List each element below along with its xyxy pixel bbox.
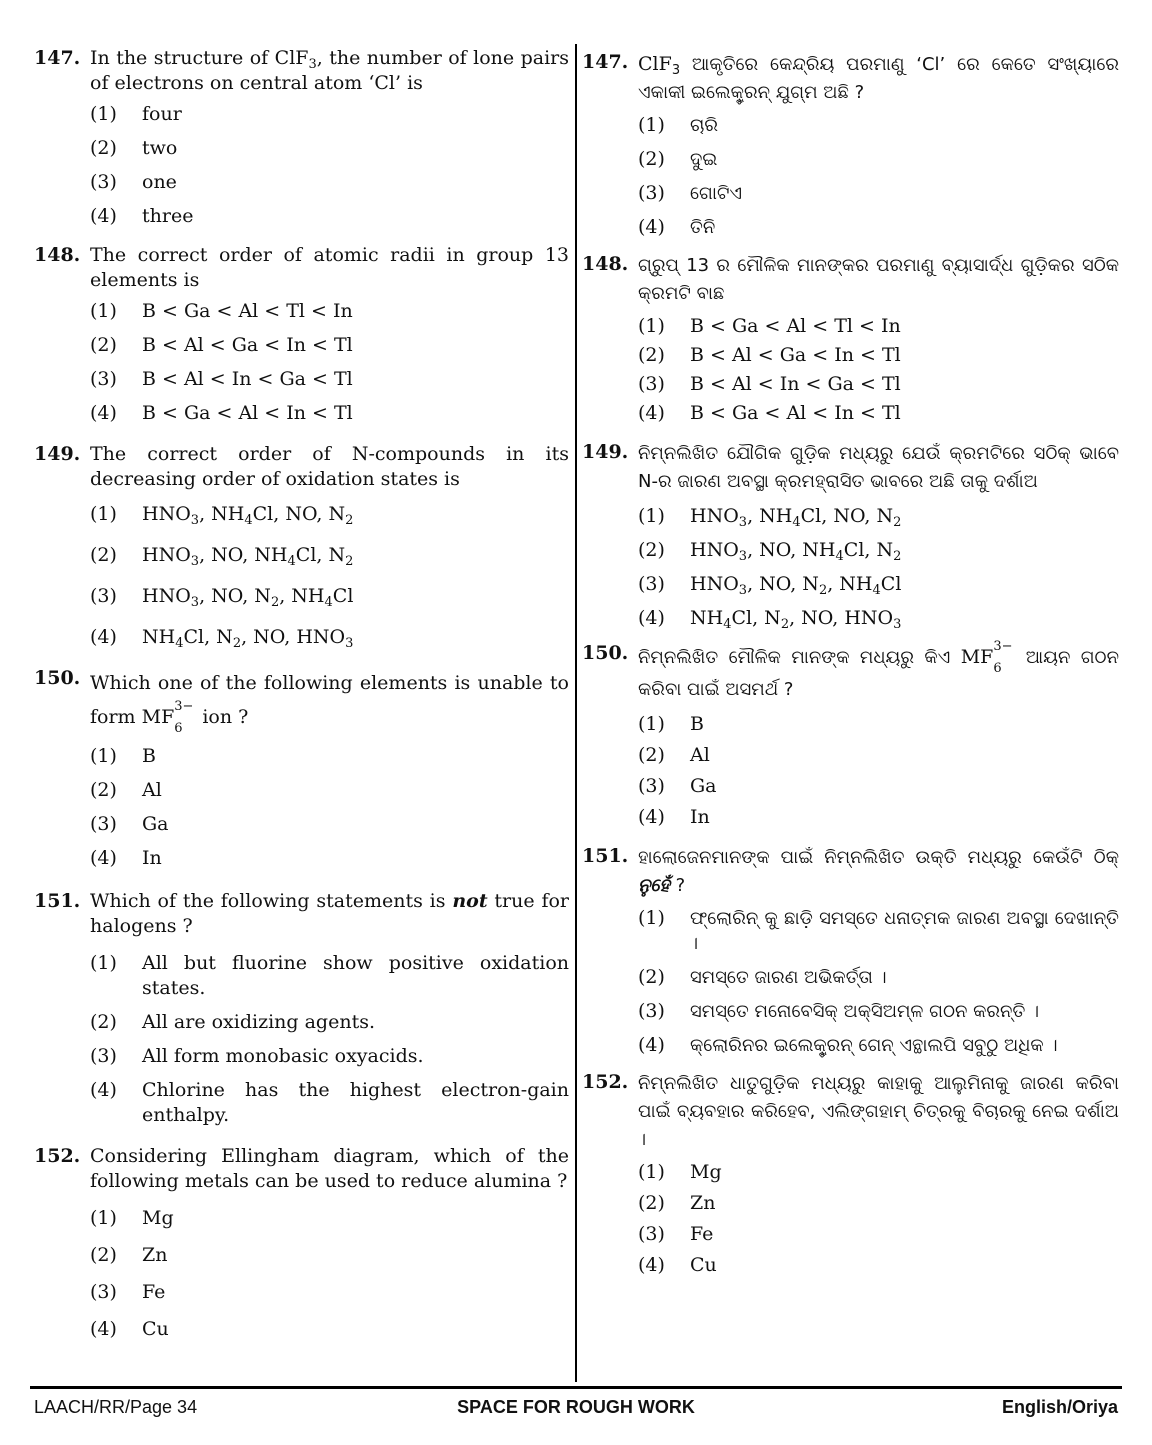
options [638, 712, 1119, 830]
question-152 [34, 1144, 569, 1342]
options [638, 314, 1119, 426]
question-149 [34, 442, 569, 650]
footer-rough-work: SPACE FOR ROUGH WORK [457, 1397, 695, 1417]
option-4: (4) $NH_4Cl$, $N_2$, NO, $HNO_3$ [638, 606, 1119, 631]
question-150-oriya [582, 641, 1119, 830]
question-151 [34, 889, 569, 1128]
column-divider [575, 44, 577, 1382]
options [90, 744, 569, 871]
option-3: (3) Ga [90, 813, 169, 835]
options [90, 102, 569, 229]
question-number: 147. [582, 51, 629, 73]
question-text: The correct order of atomic radii in group 13 elements is [90, 244, 569, 291]
formula: $NH_4Cl$, $N_2$, NO, $HNO_3$ [690, 607, 902, 632]
question-text: ନିମ୍ନଲିଖିତ ଧାତୁଗୁଡ଼ିକ ମଧ୍ୟରୁ କାହାକୁ ଆଲୁମିନାକୁ ଜାରଣ କରିବା ପାଇଁ ବ୍ୟବହାର କରିହେବ, ଏଲିଙ୍ଗହାମ୍ ଚିତ୍ରକୁ ବିଚାରକୁ ନେଇ ଦର୍ଶାଅ । [638, 1073, 1119, 1150]
english-column [34, 40, 569, 1342]
options [638, 113, 1119, 240]
option-3: (3) Fe [90, 1281, 166, 1303]
question-text: Which one of the following elements is unable to form MF 3− 6 ion ? [90, 672, 569, 736]
option-2: (2) Al [90, 779, 162, 801]
option-1: (1) All but fluorine show positive oxidation states. [90, 952, 569, 999]
option-2: (2) $HNO_3$, NO, $NH_4Cl$, $N_2$ [638, 538, 1119, 563]
option-2: (2) All are oxidizing agents. [90, 1011, 376, 1033]
question-text: ନିମ୍ନଲିଖିତ ମୌଳିକ ମାନଙ୍କ ମଧ୍ୟରୁ କିଏ MF 3− 6 ଆୟନ ଗଠନ କରିବା ପାଇଁ ଅସମର୍ଥ ? [638, 639, 1119, 700]
options [90, 951, 569, 1128]
question-text: ନିମ୍ନଲିଖିତ ଯୌଗିକ ଗୁଡ଼ିକ ମଧ୍ୟରୁ ଯେଉଁ କ୍ରମଟିରେ ସଠିକ୍ ଭାବେ N-ର ଜାରଣ ଅବସ୍ଥା କ୍ରମହ୍ରାସିତ ଭାବରେ ଅଛି ତାକୁ ଦର୍ଶାଅ [638, 443, 1119, 492]
formula: $HNO_3$, $NH_4Cl$, NO, $N_2$ [142, 503, 354, 528]
footer-rule [30, 1386, 1122, 1389]
option-1: (1) Mg [638, 1161, 722, 1183]
question-text: In the structure of ClF$_3$, the number of lone pairs of electrons on central atom ‘Cl’ is [90, 47, 569, 94]
question-number: 149. [34, 443, 81, 465]
formula: $HNO_3$, NO, $N_2$, $NH_4Cl$ [142, 585, 354, 610]
question-number: 152. [34, 1145, 81, 1167]
option-3: (3) All form monobasic oxyacids. [90, 1045, 424, 1067]
question-151-oriya [582, 844, 1119, 1058]
option-3: (3) $HNO_3$, NO, $N_2$, $NH_4Cl$ [638, 572, 1119, 597]
ion-formula: MF 3− 6 [960, 639, 1013, 676]
option-2: (2) ଦୁଇ [638, 148, 718, 170]
option-2: (2) B < Al < Ga < In < Tl [638, 344, 901, 366]
option-1: (1) ଚାରି [638, 114, 718, 136]
option-4: (4) Cu [90, 1318, 169, 1340]
option-4: (4) three [90, 205, 194, 227]
option-4: (4) B < Ga < Al < In < Tl [90, 402, 353, 424]
options [638, 1160, 1119, 1278]
option-2: (2) $HNO_3$, NO, $NH_4Cl$, $N_2$ [90, 543, 569, 568]
question-number: 148. [582, 253, 629, 275]
option-1: (1) Mg [90, 1207, 174, 1229]
option-1: (1) $HNO_3$, $NH_4Cl$, NO, $N_2$ [638, 504, 1119, 529]
option-3: (3) Ga [638, 775, 717, 797]
options [638, 906, 1119, 1058]
option-3: (3) ଗୋଟିଏ [638, 182, 743, 204]
option-2: (2) Zn [90, 1244, 168, 1266]
option-4: (4) In [638, 806, 710, 828]
options [90, 1206, 569, 1342]
question-number: 150. [34, 667, 81, 689]
question-number: 148. [34, 244, 81, 266]
options [638, 504, 1119, 631]
option-3: (3) ସମସ୍ତେ ମନୋବେସିକ୍ ଅକ୍ସିଅମ୍ଳ ଗଠନ କରନ୍ତି । [638, 1000, 1040, 1022]
formula: $HNO_3$, NO, $NH_4Cl$, $N_2$ [142, 544, 354, 569]
options [90, 502, 569, 650]
formula: $NH_4Cl$, $N_2$, NO, $HNO_3$ [142, 626, 354, 651]
question-number: 152. [582, 1071, 629, 1093]
question-text: The correct order of N-compounds in its decreasing order of oxidation states is [90, 443, 569, 490]
question-149-oriya [582, 440, 1119, 631]
question-147-oriya [582, 50, 1119, 240]
question-148 [34, 243, 569, 426]
footer-page-code: LAACH/RR/Page 34 [34, 1397, 198, 1417]
option-2: (2) ସମସ୍ତେ ଜାରଣ ଅଭିକର୍ତ୍ତା । [638, 966, 887, 988]
option-4: (4) In [90, 847, 162, 869]
option-4: (4) Chlorine has the highest electron-gain enthalpy. [90, 1079, 569, 1126]
question-text: ClF$_3$ ଆକୃତିରେ କେନ୍ଦ୍ରିୟ ପରମାଣୁ ‘Cl’ ରେ କେତେ ସଂଖ୍ୟାରେ ଏକାକୀ ଇଲେକ୍ଟ୍ରନ୍ ଯୁଗ୍ମ ଅଛି ? [638, 53, 1119, 103]
question-text: ଗ୍ରୁପ୍ 13 ର ମୌଳିକ ମାନଙ୍କର ପରମାଣୁ ବ୍ୟାସାର୍ଦ୍ଧ ଗୁଡ଼ିକର ସଠିକ କ୍ରମଟି ବାଛ [638, 255, 1119, 304]
question-number: 151. [34, 890, 81, 912]
option-2: (2) B < Al < Ga < In < Tl [90, 334, 353, 356]
option-3: (3) Fe [638, 1223, 714, 1245]
footer-language: English/Oriya [1001, 1397, 1118, 1417]
option-2: (2) Zn [638, 1192, 716, 1214]
question-text: Considering Ellingham diagram, which of the following metals can be used to reduce alumina ? [90, 1145, 569, 1192]
question-150 [34, 666, 569, 871]
formula: $HNO_3$, NO, $NH_4Cl$, $N_2$ [690, 539, 902, 564]
option-4: (4) Cu [638, 1254, 717, 1276]
question-text: Which of the following statements is not true for halogens ? [90, 890, 569, 937]
option-3: (3) B < Al < In < Ga < Tl [90, 368, 353, 390]
formula: $HNO_3$, NO, $N_2$, $NH_4Cl$ [690, 573, 902, 598]
option-4: (4) ତିନି [638, 216, 716, 238]
option-3: (3) $HNO_3$, NO, $N_2$, $NH_4Cl$ [90, 584, 569, 609]
question-number: 151. [582, 845, 629, 867]
option-3: (3) B < Al < In < Ga < Tl [638, 373, 901, 395]
question-number: 149. [582, 441, 629, 463]
option-1: (1) B < Ga < Al < Tl < In [638, 315, 901, 337]
option-4: (4) $NH_4Cl$, $N_2$, NO, $HNO_3$ [90, 625, 569, 650]
option-3: (3) one [90, 171, 177, 193]
option-1: (1) B < Ga < Al < Tl < In [90, 300, 353, 322]
question-147 [34, 46, 569, 229]
options [90, 299, 569, 426]
question-148-oriya [582, 252, 1119, 426]
option-1: (1) ଫ୍ଲୋରିନ୍ କୁ ଛାଡ଼ି ସମସ୍ତେ ଧନାତ୍ମକ ଜାରଣ ଅବସ୍ଥା ଦେଖାନ୍ତି । [638, 907, 1119, 954]
question-number: 147. [34, 47, 81, 69]
option-1: (1) four [90, 103, 182, 125]
option-1: (1) B [90, 745, 156, 767]
option-1: (1) $HNO_3$, $NH_4Cl$, NO, $N_2$ [90, 502, 569, 527]
question-number: 150. [582, 642, 629, 664]
oriya-column [582, 40, 1119, 1278]
option-2: (2) Al [638, 744, 710, 766]
formula: $HNO_3$, $NH_4Cl$, NO, $N_2$ [690, 505, 902, 530]
question-152-oriya [582, 1070, 1119, 1278]
option-4: (4) କ୍ଲୋରିନର ଇଲେକ୍ଟ୍ରନ୍ ଗେନ୍ ଏନ୍ଥାଲପି ସବୁଠୁ ଅଧିକ । [638, 1034, 1058, 1056]
option-1: (1) B [638, 713, 704, 735]
question-text: ହାଲୋଜେନମାନଙ୍କ ପାଇଁ ନିମ୍ନଲିଖିତ ଉକ୍ତି ମଧ୍ୟରୁ କେଉଁଟି ଠିକ୍ ନୁହେଁ ? [638, 847, 1119, 896]
ion-formula: MF 3− 6 [141, 699, 194, 736]
option-4: (4) B < Ga < Al < In < Tl [638, 402, 901, 424]
option-2: (2) two [90, 137, 178, 159]
